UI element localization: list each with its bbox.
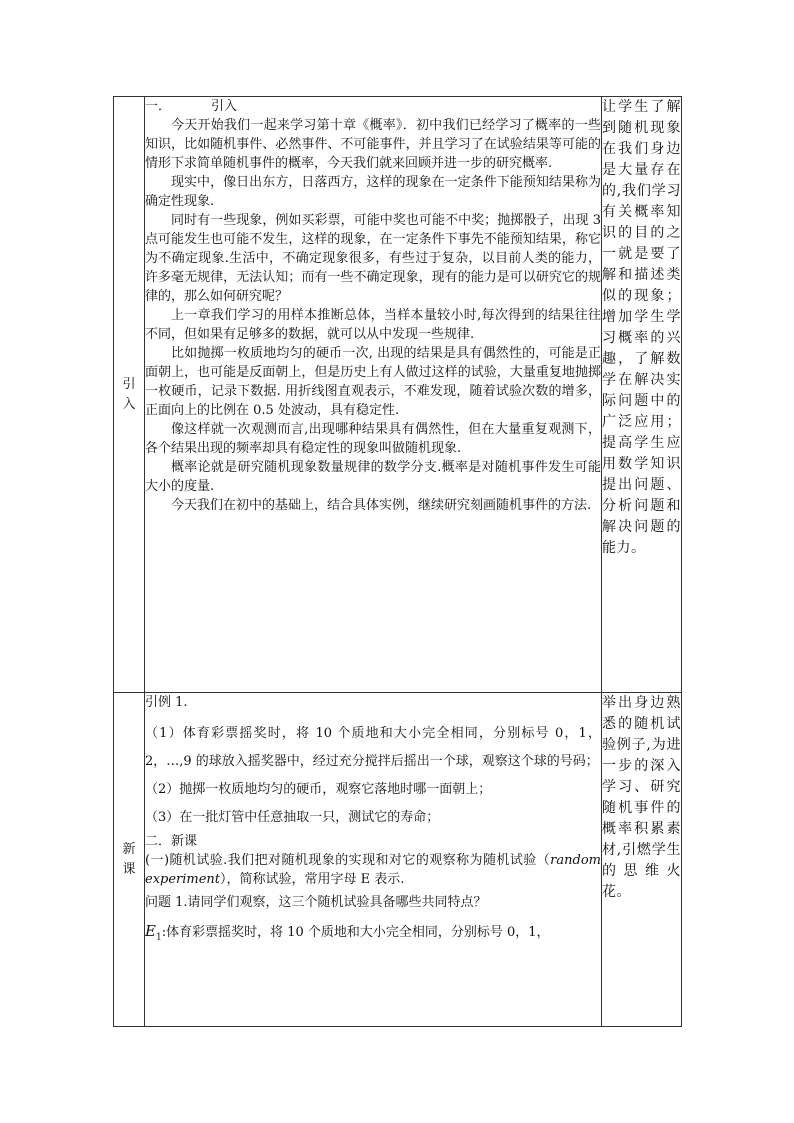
intro-paragraph: 像这样就一次观测而言,出现哪种结果具有偶然性，但在大量重复观测下，各个结果出现的频率却具有稳定性的现象叫做随机现象. [145,422,601,456]
intro-heading-number: 一． [145,99,172,114]
intro-paragraph: 现实中，像日出东方，日落西方，这样的现象在一定条件下能预知结果称为确定性现象. [145,175,601,209]
intro-content-cell [145,97,602,693]
newlesson-label-cell [114,693,145,1027]
newlesson-content-cell [145,693,602,1027]
intro-row [114,97,682,693]
example-item: （3）在一批灯管中任意抽取一只，测试它的寿命； [145,810,440,825]
newlesson-heading: 二．新课 [145,834,198,849]
e1-subscript: 1 [155,932,162,943]
example-title: 引例 1. [145,695,188,710]
newlesson-teaching-note: 举出身边熟悉的随机试验例子,为进一步的深入学习、研究随机事件的概率积累素材,引燃学生的思维火花。 [602,693,682,1027]
e1-symbol: E [145,922,156,940]
intro-paragraph: 比如抛掷一枚质地均匀的硬币一次, 出现的结果是具有偶然性的，可能是正面朝上，也可能是反面朝上，但是历史上有人做过这样的试验，大量重复地抛掷一枚硬币，记录下数据. 用折线图直观表示，不难发现，随着试验次数的增多，正面向上的比例在 0.5 处波动，具有稳定性. [145,346,601,418]
e1-line [145,917,601,952]
newlesson-label-char: 课 [122,861,136,877]
example-item: （1）体育彩票摇奖时，将 10 个质地和大小完全相同，分别标号 0，1，2，…,9 的球放入摇奖器中，经过充分搅拌后摇出一个球，观察这个球的号码； [145,726,601,769]
intro-paragraph: 概率论就是研究随机现象数量规律的数学分支.概率是对随机事件发生可能大小的度量. [145,460,601,494]
intro-label-char: 引 [122,376,136,392]
intro-heading-text: 引入 [211,99,238,114]
definition-pre: (一)随机试验.我们把对随机现象的实现和对它的观察称为随机试验（ [145,853,551,868]
definition-paragraph [145,851,601,889]
intro-paragraph: 上一章我们学习的用样本推断总体，当样本量较小时,每次得到的结果往往不同，但如果有足够多的数据，就可以从中发现一些规律. [145,308,601,342]
question-1: 问题 1.请同学们观察，这三个随机试验具备哪些共同特点？ [145,895,487,910]
intro-paragraph: 同时有一些现象，例如买彩票，可能中奖也可能不中奖；抛掷骰子，出现 3 点可能发生也可能不发生，这样的现象，在一定条件下事先不能预知结果，称它为不确定现象.生活中，不确定现象很多，有些过于复杂，以目前人类的能力，许多毫无规律，无法认知；而有一些不确定现象，现有的能力是可以研究它的规律的，那么如何研究呢？ [145,213,601,304]
definition-term: random experiment [145,853,601,887]
intro-heading [145,97,601,116]
definition-post: ），简称试验，常用字母 E 表示. [220,872,405,887]
lesson-plan-table [113,96,682,1027]
intro-label-cell [114,97,145,693]
example-item: （2）抛掷一枚质地均匀的硬币，观察它落地时哪一面朝上； [145,782,492,797]
newlesson-row [114,693,682,1027]
intro-paragraph: 今天我们在初中的基础上，结合具体实例，继续研究刻画随机事件的方法. [171,498,592,513]
newlesson-label-char: 新 [122,841,136,857]
e1-text: :体育彩票摇奖时，将 10 个质地和大小完全相同，分别标号 0，1， [161,925,550,940]
intro-label-char: 入 [122,396,136,412]
intro-paragraph: 今天开始我们一起来学习第十章《概率》．初中我们已经学习了概率的一些知识，比如随机事件、必然事件、不可能事件，并且学习了在试验结果等可能的情形下求简单随机事件的概率，今天我们就来回顾并进一步的研究概率. [145,118,601,171]
intro-teaching-note: 让学生了解到随机现象在我们身边是大量存在的,我们学习有关概率知识的目的之一就是要了解和描述类似的现象；增加学生学习概率的兴趣，了解数学在解决实际问题中的广泛应用；提高学生应用数学知识提出问题、分析问题和解决问题的能力。 [602,97,682,693]
